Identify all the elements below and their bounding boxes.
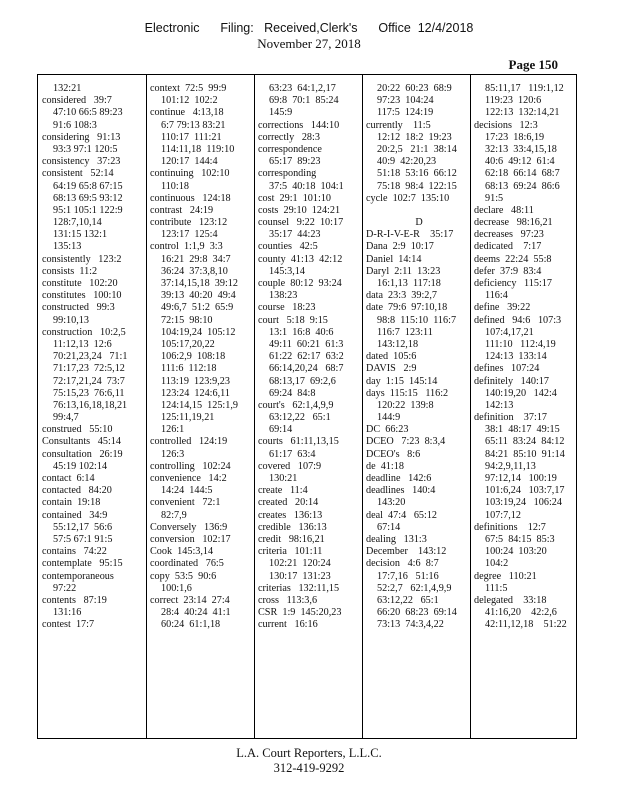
index-line: cost 29:1 101:10: [258, 192, 332, 204]
index-line: 35:17 44:23: [269, 229, 321, 241]
index-line: deems 22:24 55:8: [474, 253, 552, 265]
index-line: consistency 37:23: [42, 156, 121, 168]
index-line: 126:3: [161, 448, 185, 460]
index-line: 120:17 144:4: [161, 156, 218, 168]
index-line: 120:22 139:8: [377, 399, 434, 411]
index-line: considered 39:7: [42, 95, 112, 107]
index-line: 102:21 120:24: [269, 558, 331, 570]
index-line: 130:17 131:23: [269, 570, 331, 582]
index-line: 105:17,20,22: [161, 338, 215, 350]
index-line: convenient 72:1: [150, 497, 221, 509]
index-line: 125:11,19,21: [161, 412, 215, 424]
index-line: 107:7,12: [485, 509, 521, 521]
index-line: construed 55:10: [42, 424, 113, 436]
index-line: decreases 97:23: [474, 229, 544, 241]
index-line: create 11:4: [258, 485, 308, 497]
index-line: 93:3 97:1 120:5: [53, 143, 118, 155]
index-line: 124:14,15 125:1,9: [161, 399, 238, 411]
index-line: 13:1 16:8 40:6: [269, 326, 334, 338]
index-line: contact 6:14: [42, 473, 95, 484]
index-line: 37:14,15,18 39:12: [161, 278, 238, 289]
index-line: covered 107:9: [258, 460, 322, 472]
index-line: 91:5: [485, 192, 504, 204]
index-line: 63:23 64:1,2,17: [269, 83, 336, 94]
index-line: 68:13 69:24 86:6: [485, 180, 560, 192]
index-line: 49:11 60:21 61:3: [269, 338, 344, 350]
index-line: date 79:6 97:10,18: [366, 302, 448, 314]
index-line: creates 136:13: [258, 509, 323, 521]
index-line: data 23:3 39:2,7: [366, 290, 438, 302]
index-line: corrections 144:10: [258, 119, 340, 131]
index-line: 55:12,17 56:6: [53, 521, 113, 533]
index-line: consists 11:2: [42, 265, 98, 277]
index-line: 61:17 63:4: [269, 448, 316, 460]
index-line: considering 91:13: [42, 131, 121, 143]
index-table: [37, 74, 577, 739]
index-line: 66:20 68:23 69:14: [377, 607, 457, 619]
index-line: 36:24 37:3,8,10: [161, 265, 228, 277]
index-line: 69:24 84:8: [269, 387, 316, 399]
index-line: court's 62:1,4,9,9: [258, 399, 334, 411]
index-line: 64:19 65:8 67:15: [53, 180, 123, 192]
index-line: 97:22: [53, 582, 77, 594]
index-line: 75:15,23 76:6,11: [53, 387, 125, 399]
index-line: 142:13: [485, 399, 514, 411]
index-line: Conversely 136:9: [150, 521, 228, 533]
footer: [0, 746, 618, 776]
index-line: 65:11 83:24 84:12: [485, 436, 565, 448]
index-line: 123:17 125:4: [161, 229, 218, 241]
index-line: conversion 102:17: [150, 533, 231, 545]
index-line: credible 136:13: [258, 521, 327, 533]
index-line: 65:17 89:23: [269, 156, 321, 168]
index-column-2: [150, 83, 256, 631]
index-line: 75:18 98:4 122:15: [377, 180, 457, 192]
index-line: counties 42:5: [258, 241, 318, 253]
index-line: 130:21: [269, 473, 298, 484]
index-section-letter: D: [415, 217, 423, 229]
index-column-4: [366, 83, 472, 631]
index-line: CSR 1:9 145:20,23: [258, 607, 342, 619]
index-line: copy 53:5 90:6: [150, 570, 217, 582]
index-line: 107:4,17,21: [485, 326, 534, 338]
index-line: 99:4,7: [53, 412, 79, 424]
index-line: 114:11,18 119:10: [161, 143, 235, 155]
index-line: 61:22 62:17 63:2: [269, 351, 344, 363]
index-line: corresponding: [258, 168, 317, 180]
index-line: definition 37:17: [474, 412, 548, 424]
index-line: control 1:1,9 3:3: [150, 241, 223, 253]
index-line: defines 107:24: [474, 363, 540, 375]
index-line: 99:10,13: [53, 314, 89, 326]
index-line: 143:20: [377, 497, 406, 509]
index-line: 17:7,16 51:16: [377, 570, 439, 582]
index-line: 85:11,17 119:1,12: [485, 83, 564, 94]
index-line: 140:19,20 142:4: [485, 387, 557, 399]
index-line: 32:13 33:4,15,18: [485, 143, 557, 155]
index-line: 11:12,13 12:6: [53, 338, 112, 350]
index-line: 110:18: [161, 180, 189, 192]
index-line: costs 29:10 124:21: [258, 204, 341, 216]
index-line: 131:15 132:1: [53, 229, 108, 241]
index-line: 71:17,23 72:5,12: [53, 363, 125, 375]
index-line: consistently 123:2: [42, 253, 122, 265]
index-line: 104:2: [485, 558, 509, 570]
index-line: D-R-I-V-E-R 35:17: [366, 229, 454, 241]
index-line: cross 113:3,6: [258, 594, 318, 606]
index-line: 16:1,13 117:18: [377, 278, 441, 289]
index-line: 117:5 124:19: [377, 107, 434, 119]
index-line: 51:18 53:16 66:12: [377, 168, 457, 180]
index-line: 111:5: [485, 582, 508, 594]
index-line: 116:4: [485, 290, 508, 302]
index-line: defined 94:6 107:3: [474, 314, 562, 326]
index-line: 12:12 18:2 19:23: [377, 131, 452, 143]
index-line: 126:1: [161, 424, 185, 436]
index-line: DCEO's 8:6: [366, 448, 421, 460]
index-line: 49:6,7 51:2 65:9: [161, 302, 234, 314]
index-line: contains 74:22: [42, 546, 107, 558]
index-column-1: [42, 83, 148, 631]
index-line: 103:19,24 106:24: [485, 497, 562, 509]
index-line: contribute 123:12: [150, 217, 228, 229]
index-line: days 115:15 116:2: [366, 387, 449, 399]
index-line: counsel 9:22 10:17: [258, 217, 344, 229]
index-line: de 41:18: [366, 460, 404, 472]
index-column-5: [474, 83, 580, 631]
index-line: 63:12,22 65:1: [269, 412, 331, 424]
index-line: cycle 102:7 135:10: [366, 192, 450, 204]
index-line: 72:15 98:10: [161, 314, 213, 326]
index-line: course 18:23: [258, 302, 316, 314]
index-line: defer 37:9 83:4: [474, 265, 542, 277]
index-line: continue 4:13,18: [150, 107, 224, 119]
index-line: consultation 26:19: [42, 448, 123, 460]
index-line: deadlines 140:4: [366, 485, 436, 497]
filing-header: [0, 20, 618, 52]
index-line: 104:19,24 105:12: [161, 326, 236, 338]
index-line: 60:24 61:1,18: [161, 619, 221, 631]
index-line: 101:12 102:2: [161, 95, 218, 107]
index-line: controlling 102:24: [150, 460, 231, 472]
index-line: 69:14: [269, 424, 293, 436]
index-line: 70:21,23,24 71:1: [53, 351, 128, 363]
index-line: Consultants 45:14: [42, 436, 121, 448]
index-line: 69:8 70:1 85:24: [269, 95, 339, 107]
index-line: convenience 14:2: [150, 473, 227, 484]
index-line: contents 87:19: [42, 594, 107, 606]
index-line: 66:14,20,24 68:7: [269, 363, 344, 375]
index-line: 68:13,17 69:2,6: [269, 375, 336, 387]
index-line: correct 23:14 27:4: [150, 594, 230, 606]
index-line: continuous 124:18: [150, 192, 231, 204]
filing-date: November 27, 2018: [257, 36, 361, 51]
index-line: 68:13 69:5 93:12: [53, 192, 123, 204]
index-line: 119:23 120:6: [485, 95, 542, 107]
index-line: 47:10 66:5 89:23: [53, 107, 123, 119]
page-number: Page 150: [508, 57, 558, 72]
index-line: dedicated 7:17: [474, 241, 542, 253]
index-line: 95:1 105:1 122:9: [53, 204, 123, 216]
index-line: 41:16,20 42:2,6: [485, 607, 557, 619]
index-line: 45:19 102:14: [53, 460, 108, 472]
index-line: construction 10:2,5: [42, 326, 126, 338]
index-line: 110:17 111:21: [161, 131, 222, 143]
index-line: December 143:12: [366, 546, 447, 558]
index-line: contemplate 95:15: [42, 558, 123, 570]
index-line: 67:5 84:15 85:3: [485, 533, 555, 545]
index-line: 72:17,21,24 73:7: [53, 375, 125, 387]
index-line: 37:5 40:18 104:1: [269, 180, 344, 192]
index-line: 131:16: [53, 607, 82, 619]
index-line: declare 48:11: [474, 204, 534, 216]
index-line: deficiency 115:17: [474, 278, 552, 289]
index-line: 42:11,12,18 51:22: [485, 619, 567, 631]
index-line: decision 4:6 8:7: [366, 558, 439, 570]
index-line: 144:9: [377, 412, 401, 424]
index-line: credit 98:16,21: [258, 533, 325, 545]
index-line: 100:1,6: [161, 582, 192, 594]
index-line: 82:7,9: [161, 509, 187, 521]
index-line: delegated 33:18: [474, 594, 547, 606]
index-line: 73:13 74:3,4,22: [377, 619, 444, 631]
index-line: 63:12,22 65:1: [377, 594, 439, 606]
index-line: 124:13 133:14: [485, 351, 547, 363]
index-line: DAVIS 2:9: [366, 363, 417, 375]
index-line: 97:23 104:24: [377, 95, 434, 107]
index-line: decrease 98:16,21: [474, 217, 553, 229]
index-line: constructed 99:3: [42, 302, 115, 314]
index-line: 52:2,7 62:1,4,9,9: [377, 582, 452, 594]
index-line: definitions 12:7: [474, 521, 546, 533]
index-line: 40:6 49:12 61:4: [485, 156, 555, 168]
index-line: Daniel 14:14: [366, 253, 422, 265]
index-line: 132:21: [53, 83, 82, 94]
index-line: day 1:15 145:14: [366, 375, 438, 387]
index-line: 143:12,18: [377, 338, 419, 350]
index-line: 16:21 29:8 34:7: [161, 253, 231, 265]
index-line: contrast 24:19: [150, 204, 214, 216]
index-line: DCEO 7:23 8:3,4: [366, 436, 446, 448]
index-line: 62:18 66:14 68:7: [485, 168, 560, 180]
index-line: 84:21 85:10 91:14: [485, 448, 565, 460]
index-line: county 41:13 42:12: [258, 253, 343, 265]
index-line: 6:7 79:13 83:21: [161, 119, 226, 131]
index-line: court 5:18 9:15: [258, 314, 328, 326]
index-line: criterias 132:11,15: [258, 582, 340, 594]
index-line: dealing 131:3: [366, 533, 427, 545]
index-line: consistent 52:14: [42, 168, 114, 180]
index-line: 113:19 123:9,23: [161, 375, 230, 387]
index-line: 128:7,10,14: [53, 217, 102, 229]
index-line: 17:23 18:6,19: [485, 131, 545, 143]
index-line: 122:13 132:14,21: [485, 107, 560, 119]
index-line: contest 17:7: [42, 619, 95, 631]
index-line: deal 47:4 65:12: [366, 509, 438, 521]
index-line: couple 80:12 93:24: [258, 278, 342, 289]
index-line: 38:1 48:17 49:15: [485, 424, 560, 436]
index-line: continuing 102:10: [150, 168, 230, 180]
index-line: 76:13,16,18,18,21: [53, 399, 128, 411]
index-line: constitute 102:20: [42, 278, 118, 289]
index-line: created 20:14: [258, 497, 319, 509]
reporter-name: L.A. Court Reporters, L.L.C.: [236, 746, 382, 760]
index-line: 57:5 67:1 91:5: [53, 533, 113, 545]
index-line: coordinated 76:5: [150, 558, 224, 570]
index-line: 40:9 42:20,23: [377, 156, 437, 168]
index-line: 111:6 112:18: [161, 363, 217, 375]
index-line: 94:2,9,11,13: [485, 460, 536, 472]
index-line: contemporaneous: [42, 570, 114, 582]
index-line: [366, 205, 472, 217]
index-line: 145:3,14: [269, 265, 305, 277]
index-line: dated 105:6: [366, 351, 417, 363]
index-line: 39:13 40:20 49:4: [161, 290, 236, 302]
index-line: criteria 101:11: [258, 546, 323, 558]
index-line: controlled 124:19: [150, 436, 228, 448]
filing-stamp: Electronic Filing: Received,Clerk's Office 12/4/2018: [144, 21, 474, 35]
index-line: 111:10 112:4,19: [485, 338, 556, 350]
index-line: courts 61:11,13,15: [258, 436, 339, 448]
index-line: 28:4 40:24 41:1: [161, 607, 231, 619]
index-line: 106:2,9 108:18: [161, 351, 226, 363]
index-line: currently 11:5: [366, 119, 431, 131]
index-line: 20:22 60:23 68:9: [377, 83, 452, 94]
index-line: 138:23: [269, 290, 298, 302]
index-line: correctly 28:3: [258, 131, 320, 143]
index-line: 135:13: [53, 241, 82, 253]
index-line: 100:24 103:20: [485, 546, 547, 558]
reporter-phone: 312-419-9292: [273, 761, 345, 775]
index-line: constitutes 100:10: [42, 290, 122, 302]
index-line: 145:9: [269, 107, 293, 119]
index-line: DC 66:23: [366, 424, 409, 436]
index-line: correspondence: [258, 143, 322, 155]
index-line: Cook 145:3,14: [150, 546, 214, 558]
index-line: define 39:22: [474, 302, 531, 314]
index-line: degree 110:21: [474, 570, 537, 582]
index-line: deadline 142:6: [366, 473, 432, 484]
index-line: 101:6,24 103:7,17: [485, 485, 565, 497]
index-line: contained 34:9: [42, 509, 108, 521]
index-line: 116:7 123:11: [377, 326, 433, 338]
index-line: context 72:5 99:9: [150, 83, 227, 94]
index-line: decisions 12:3: [474, 119, 538, 131]
index-line: 67:14: [377, 521, 401, 533]
index-line: 91:6 108:3: [53, 119, 97, 131]
index-line: 98:8 115:10 116:7: [377, 314, 457, 326]
index-line: Dana 2:9 10:17: [366, 241, 434, 253]
index-column-3: [258, 83, 364, 631]
index-line: 97:12,14 100:19: [485, 473, 557, 484]
index-line: 20:2,5 21:1 38:14: [377, 143, 457, 155]
index-line: 14:24 144:5: [161, 485, 213, 497]
index-line: 123:24 124:6,11: [161, 387, 230, 399]
index-line: definitely 140:17: [474, 375, 549, 387]
index-line: current 16:16: [258, 619, 318, 631]
index-line: Daryl 2:11 13:23: [366, 265, 441, 277]
index-line: contacted 84:20: [42, 485, 112, 497]
index-line: contain 19:18: [42, 497, 101, 509]
